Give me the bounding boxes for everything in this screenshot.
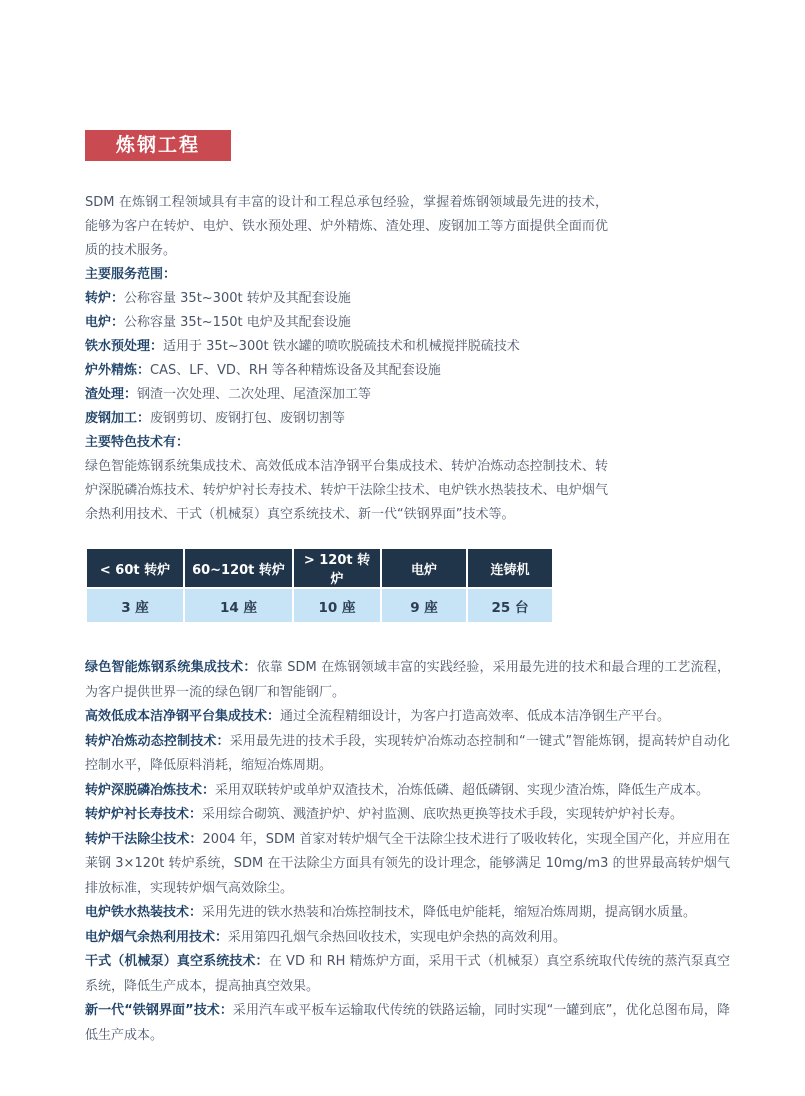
capacity-table-header: 60~120t 转炉 — [184, 548, 293, 588]
tech-detail-item: 转炉炉衬长寿技术：采用综合砌筑、溅渣护炉、炉衬监测、底吹热更换等技术手段，实现转炉炉衬长寿。 — [85, 807, 684, 822]
capacity-table-header: 连铸机 — [467, 548, 553, 588]
tech-detail-item: 新一代“铁钢界面”技术：采用汽车或平板车运输取代传统的铁路运输，同时实现“一罐到底”，优化总图布局，降低生产成本。 — [85, 1003, 730, 1043]
section-title-badge: 炼钢工程 — [85, 130, 231, 161]
tech-detail-item: 电炉烟气余热利用技术：采用第四孔烟气余热回收技术，实现电炉余热的高效利用。 — [85, 929, 567, 945]
tech-detail-item: 转炉深脱磷冶炼技术：采用双联转炉或单炉双渣技术，冶炼低磷、超低磷钢、实现少渣冶炼，降低生产成本。 — [85, 782, 710, 798]
capacity-table — [85, 547, 554, 624]
service-item: 废钢加工：废钢剪切、废钢打包、废钢切割等 — [85, 411, 346, 426]
tech-detail-item: 干式（机械泵）真空系统技术：在 VD 和 RH 精炼炉方面，采用干式（机械泵）真空系统取代传统的蒸汽泵真空系统，降低生产成本，提高抽真空效果。 — [85, 954, 730, 994]
tech-detail-item: 高效低成本洁净钢平台集成技术：通过全流程精细设计，为客户打造高效率、低成本洁净钢生产平台。 — [85, 709, 671, 724]
capacity-table-value: 9 座 — [381, 588, 467, 623]
intro-paragraph: SDM 在炼钢工程领域具有丰富的设计和工程总承包经验，掌握着炼钢领域最先进的技术，能够为客户在转炉、电炉、铁水预处理、炉外精炼、渣处理、废钢加工等方面提供全面而优质的技术服务。 — [85, 195, 608, 258]
capacity-table-value: 14 座 — [184, 588, 293, 623]
capacity-table-value: 3 座 — [86, 588, 184, 623]
tech-detail-item: 转炉冶炼动态控制技术：采用最先进的技术手段，实现转炉冶炼动态控制和“一键式”智能炼钢，提高转炉自动化控制水平，降低原料消耗，缩短冶炼周期。 — [85, 733, 730, 773]
tech-detail-item: 绿色智能炼钢系统集成技术：依靠 SDM 在炼钢领域丰富的实践经验，采用最先进的技术和最合理的工艺流程，为客户提供世界一流的绿色钢厂和智能钢厂。 — [85, 660, 730, 700]
tech-detail-item: 电炉铁水热装技术：采用先进的铁水热装和冶炼控制技术，降低电炉能耗，缩短冶炼周期，提高钢水质量。 — [85, 905, 697, 920]
tech-detail-item: 转炉干法除尘技术：2004 年，SDM 首家对转炉烟气全干法除尘技术进行了吸收转化，实现全国产化，并应用在莱钢 3×120t 转炉系统，SDM 在干法除尘方面具有领先的设计理念，能够满足 10mg/m3 的世界最高转炉烟气排放标准，实现转炉烟气高效除尘。 — [85, 831, 730, 896]
features-paragraph: 绿色智能炼钢系统集成技术、高效低成本洁净钢平台集成技术、转炉冶炼动态控制技术、转炉深脱磷冶炼技术、转炉炉衬长寿技术、转炉干法除尘技术、电炉铁水热装技术、电炉烟气余热利用技术、干式（机械泵）真空系统技术、新一代“铁钢界面”技术等。 — [85, 459, 608, 522]
features-heading: 主要特色技术有： — [85, 435, 190, 450]
capacity-table-header: < 60t 转炉 — [86, 548, 184, 588]
capacity-table-header: 电炉 — [381, 548, 467, 588]
capacity-table-value: 25 台 — [467, 588, 553, 623]
service-item: 电炉：公称容量 35t~150t 电炉及其配套设施 — [85, 315, 351, 330]
capacity-table-value-row — [86, 588, 553, 623]
technology-details-section — [85, 656, 730, 1048]
service-item: 铁水预处理：适用于 35t~300t 铁水罐的喷吹脱硫技术和机械搅拌脱硫技术 — [85, 339, 520, 354]
service-item: 渣处理：钢渣一次处理、二次处理、尾渣深加工等 — [85, 387, 372, 402]
capacity-table-value: 10 座 — [293, 588, 381, 623]
overview-section — [85, 191, 608, 527]
capacity-table-header: > 120t 转炉 — [293, 548, 381, 588]
services-heading: 主要服务范围： — [85, 267, 177, 282]
capacity-table-header-row — [86, 548, 553, 588]
service-item: 转炉：公称容量 35t~300t 转炉及其配套设施 — [85, 291, 351, 306]
service-item: 炉外精炼：CAS、LF、VD、RH 等各种精炼设备及其配套设施 — [85, 363, 441, 378]
